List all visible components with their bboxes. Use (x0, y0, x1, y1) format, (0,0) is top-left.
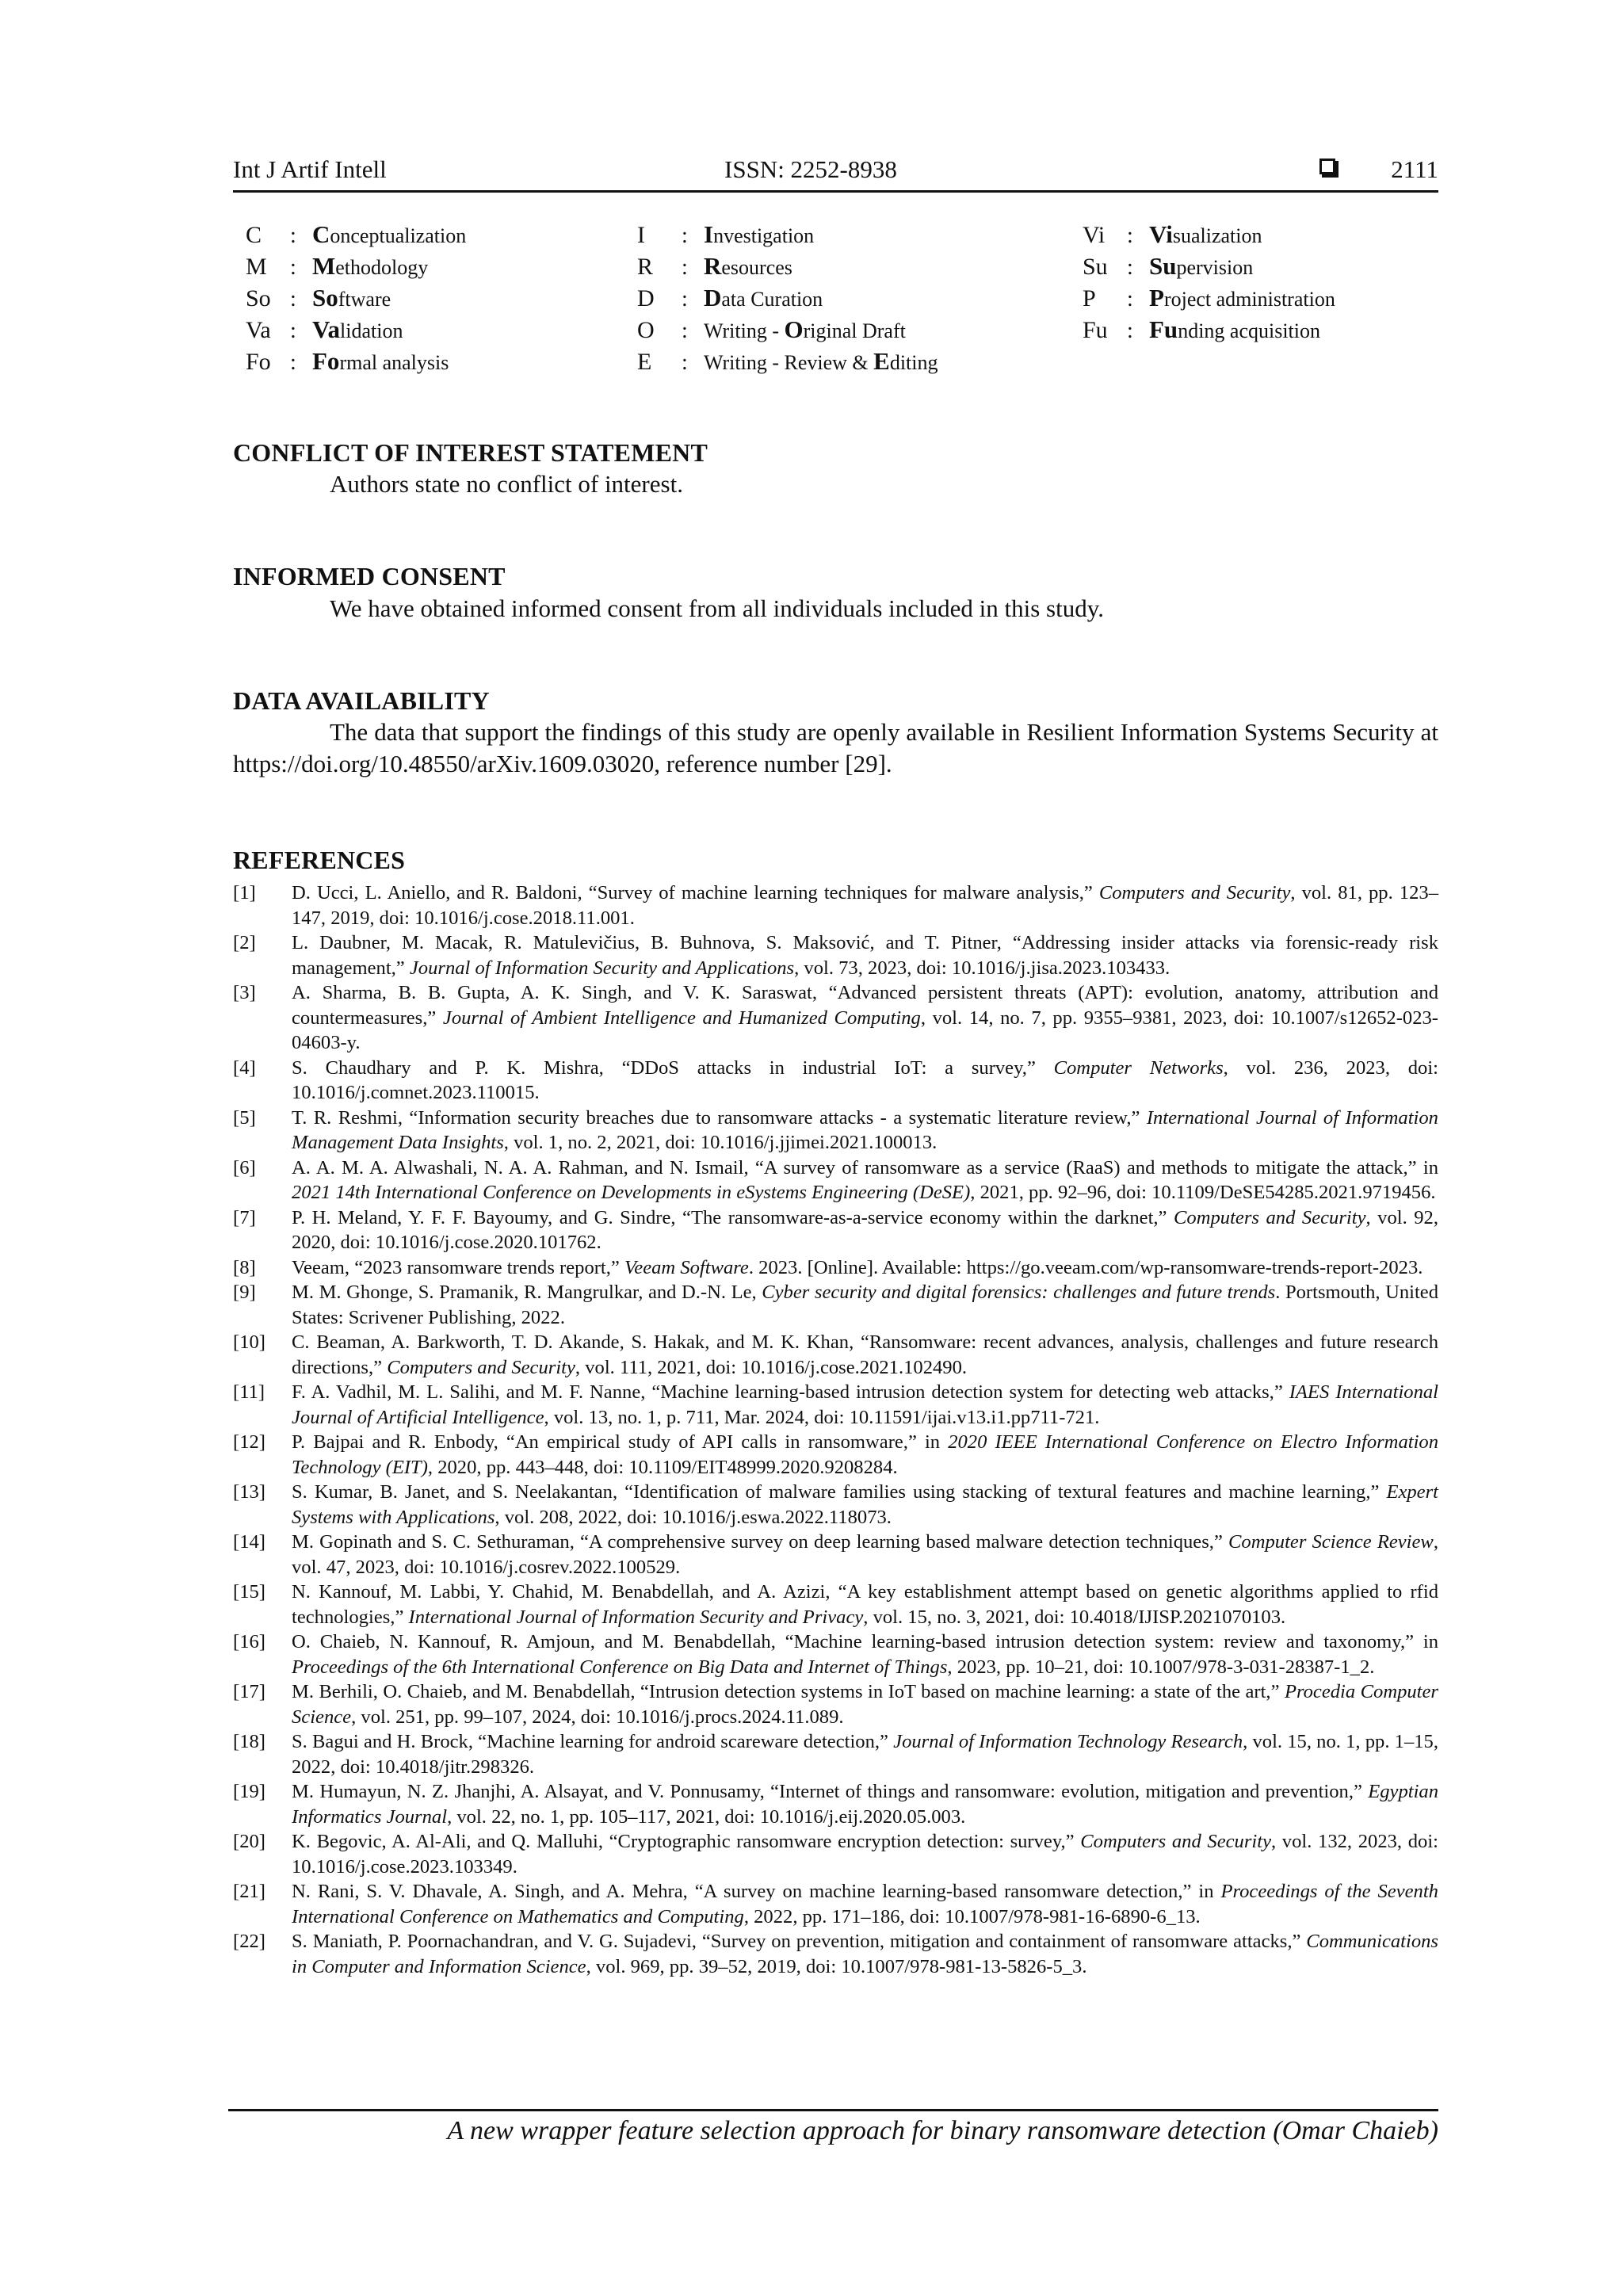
reference-venue: International Journal of Information Security and Privacy (408, 1606, 864, 1628)
reference-text (292, 1729, 1438, 1779)
issn: ISSN: 2252-8938 (724, 155, 897, 183)
reference-text (292, 1205, 1438, 1255)
role-entry (1083, 220, 1335, 252)
reference-text (292, 1280, 1438, 1330)
role-entry (246, 220, 466, 252)
reference-authors-title: N. Kannouf, M. Labbi, Y. Chahid, M. Benabdellah, and A. Azizi, “A key establishment attempt based on genetic algorithms applied to rfid technologies,” (292, 1581, 1438, 1628)
roles-column-3 (1083, 220, 1335, 347)
reference-authors-title: P. Bajpai and R. Enbody, “An empirical study of API calls in ransomware,” in (292, 1431, 949, 1453)
reference-venue: Computers and Security (1098, 882, 1291, 904)
reference-item (233, 1380, 1438, 1430)
reference-text (292, 1879, 1438, 1929)
role-abbreviation: M (246, 254, 267, 280)
reference-details: , vol. 92, 2020, doi: 10.1016/j.cose.2020.101762. (292, 1206, 1439, 1253)
reference-venue: Journal of Information Technology Research (893, 1731, 1243, 1752)
reference-number: [4] (233, 1056, 256, 1079)
checkbox-glyph-icon (1319, 159, 1335, 174)
reference-number: [3] (233, 982, 256, 1003)
reference-text (292, 1156, 1438, 1205)
reference-number: [12] (233, 1431, 265, 1453)
reference-details: , 2021, pp. 92–96, doi: 10.1109/DeSE54285.2021.9719456. (970, 1182, 1436, 1203)
journal-name: Int J Artif Intell (233, 155, 387, 183)
role-colon: : (1127, 255, 1133, 280)
reference-details: , vol. 47, 2023, doi: 10.1016/j.cosrev.2022.100529. (292, 1531, 1438, 1578)
role-name: nvestigation (713, 224, 815, 247)
reference-item (233, 1829, 1438, 1879)
role-colon: : (682, 255, 688, 280)
reference-text (292, 1929, 1438, 1979)
reference-details: , vol. 1, no. 2, 2021, doi: 10.1016/j.jjimei.2021.100013. (503, 1132, 938, 1153)
reference-number: [18] (233, 1731, 265, 1752)
consent-heading: INFORMED CONSENT (233, 562, 506, 590)
running-header (233, 155, 1438, 193)
references-list (233, 881, 1438, 1979)
reference-authors-title: P. H. Meland, Y. F. F. Bayoumy, and G. Sindre, “The ransomware-as-a-service economy within the darknet,” (292, 1206, 1174, 1228)
reference-text (292, 1829, 1438, 1879)
reference-item (233, 1156, 1438, 1205)
reference-number: [2] (233, 932, 256, 953)
reference-number: [5] (233, 1106, 256, 1129)
reference-details: , vol. 14, no. 7, pp. 9355–9381, 2023, doi: 10.1007/s12652-023-04603-y. (292, 1007, 1438, 1053)
reference-number: [16] (233, 1631, 265, 1652)
reference-details: , 2023, pp. 10–21, doi: 10.1007/978-3-031-28387-1_2. (947, 1656, 1375, 1678)
conflict-paragraph: Authors state no conflict of interest. (330, 470, 683, 498)
reference-item (233, 1280, 1438, 1330)
role-entry (246, 252, 466, 284)
role-initials: Vi (1149, 220, 1173, 248)
reference-venue: Computers and Security (1080, 1831, 1271, 1852)
role-colon: : (290, 223, 296, 248)
role-colon: : (682, 350, 688, 375)
reference-venue: Proceedings of the 6th International Conference on Big Data and Internet of Things (292, 1656, 948, 1678)
reference-number: [13] (233, 1481, 265, 1503)
reference-authors-title: L. Daubner, M. Macak, R. Matulevičius, B. Buhnova, S. Maksović, and T. Pitner, “Addressing insider attacks via forensic-ready risk management,” (292, 932, 1438, 979)
role-colon: : (1127, 223, 1133, 248)
reference-details: . 2023. [Online]. Available: https://go.veeam.com/wp-ransomware-trends-report-2023. (748, 1256, 1423, 1278)
reference-item (233, 1530, 1438, 1580)
reference-number: [15] (233, 1581, 265, 1603)
reference-item (233, 1480, 1438, 1530)
role-entry (637, 284, 938, 315)
reference-number: [17] (233, 1681, 265, 1702)
roles-column-2 (637, 220, 938, 379)
role-initials: R (704, 252, 722, 280)
reference-details: , 2022, pp. 171–186, doi: 10.1007/978-981-16-6890-6_13. (743, 1905, 1201, 1927)
reference-number: [14] (233, 1531, 265, 1553)
role-colon: : (290, 287, 296, 311)
reference-details: , vol. 22, no. 1, pp. 105–117, 2021, doi: 10.1016/j.eij.2020.05.003. (447, 1805, 966, 1828)
role-name: ata Curation (721, 288, 823, 311)
role-initials: Va (312, 315, 341, 343)
role-abbreviation: C (246, 222, 262, 248)
role-colon: : (290, 255, 296, 280)
role-initials: M (312, 252, 336, 280)
role-colon: : (1127, 319, 1133, 343)
reference-number: [20] (233, 1831, 265, 1852)
reference-authors-title: T. R. Reshmi, “Information security breaches due to ransomware attacks - a systematic literature review,” (292, 1106, 1147, 1129)
reference-venue: Computers and Security (387, 1356, 575, 1378)
role-abbreviation: So (246, 285, 271, 311)
reference-number: [11] (233, 1381, 265, 1403)
reference-text (292, 1380, 1438, 1430)
role-entry (246, 347, 466, 379)
role-colon: : (290, 350, 296, 375)
role-entry (637, 347, 938, 379)
reference-details: , vol. 969, pp. 39–52, 2019, doi: 10.1007/978-981-13-5826-5_3. (586, 1955, 1087, 1977)
role-initials: I (704, 220, 714, 248)
reference-item (233, 1330, 1438, 1380)
reference-details: , vol. 15, no. 1, pp. 1–15, 2022, doi: 10.4018/jitr.298326. (292, 1731, 1438, 1778)
reference-number: [10] (233, 1331, 265, 1353)
reference-details: , vol. 73, 2023, doi: 10.1016/j.jisa.2023.103433. (794, 957, 1170, 979)
role-abbreviation: Fu (1083, 317, 1108, 343)
running-footer: A new wrapper feature selection approach for binary ransomware detection (Omar Chaieb) (447, 2116, 1438, 2145)
reference-item (233, 1205, 1438, 1255)
role-name: ftware (338, 288, 391, 311)
role-abbreviation: Vi (1083, 222, 1106, 248)
reference-number: [7] (233, 1206, 256, 1228)
references-heading: REFERENCES (233, 846, 406, 874)
reference-authors-title: M. M. Ghonge, S. Pramanik, R. Mangrulkar, and D.-N. Le, (292, 1282, 762, 1303)
footer-rule (228, 2109, 1438, 2111)
role-name: riginal Draft (803, 319, 906, 342)
reference-authors-title: C. Beaman, A. Barkworth, T. D. Akande, S. Hakak, and M. K. Khan, “Ransomware: recent advances, analysis, challenges and future research directions,” (292, 1331, 1438, 1378)
reference-text (292, 1779, 1438, 1829)
reference-text (292, 1530, 1438, 1580)
reference-venue: 2020 IEEE International Conference on Electro Information Technology (EIT) (292, 1431, 1438, 1478)
role-name: nding acquisition (1178, 319, 1321, 342)
reference-authors-title: S. Kumar, B. Janet, and S. Neelakantan, “Identification of malware families using stacking of textural features and machine learning,” (292, 1481, 1387, 1503)
role-entry (1083, 284, 1335, 315)
reference-item (233, 930, 1438, 980)
role-name: ethodology (335, 256, 429, 279)
role-abbreviation: E (637, 349, 652, 375)
reference-authors-title: S. Bagui and H. Brock, “Machine learning for android scareware detection,” (292, 1731, 894, 1752)
reference-authors-title: N. Rani, S. V. Dhavale, A. Singh, and A. Mehra, “A survey on machine learning-based ransomware detection,” in (292, 1881, 1221, 1902)
reference-number: [1] (233, 882, 256, 904)
role-colon: : (290, 319, 296, 343)
role-initials: C (312, 220, 330, 248)
role-name: roject administration (1163, 288, 1335, 311)
role-colon: : (682, 319, 688, 343)
role-initials: So (312, 284, 338, 311)
consent-paragraph: We have obtained informed consent from all individuals included in this study. (330, 594, 1104, 622)
role-initials: Fo (312, 347, 340, 375)
reference-authors-title: M. Humayun, N. Z. Jhanjhi, A. Alsayat, and V. Ponnusamy, “Internet of things and ransomware: evolution, mitigation and prevention,” (292, 1781, 1369, 1802)
reference-number: [8] (233, 1256, 256, 1278)
reference-item (233, 1580, 1438, 1629)
reference-text (292, 1430, 1438, 1480)
availability-paragraph: The data that support the findings of this study are openly available in Resilient Information Systems Security at https://doi.org/10.48550/arXiv.1609.03020, reference number [29]. (233, 718, 1438, 777)
reference-authors-title: D. Ucci, L. Aniello, and R. Baldoni, “Survey of machine learning techniques for malware analysis,” (292, 882, 1099, 904)
role-initials: E (873, 347, 890, 375)
reference-item (233, 980, 1438, 1056)
role-colon: : (682, 287, 688, 311)
reference-authors-title: A. Sharma, B. B. Gupta, A. K. Singh, and V. K. Saraswat, “Advanced persistent threats (APT): evolution, anatomy, attribution and countermeasures,” (292, 982, 1438, 1029)
reference-details: , vol. 208, 2022, doi: 10.1016/j.eswa.2022.118073. (495, 1506, 892, 1528)
role-entry (246, 315, 466, 347)
role-initials: Su (1149, 252, 1177, 280)
reference-item (233, 1879, 1438, 1929)
reference-number: [22] (233, 1931, 265, 1952)
role-name: esources (721, 256, 792, 279)
reference-authors-title: O. Chaieb, N. Kannouf, R. Amjoun, and M. Benabdellah, “Machine learning-based intrusion detection system: review and taxonomy,” in (292, 1631, 1438, 1652)
reference-authors-title: M. Berhili, O. Chaieb, and M. Benabdellah, “Intrusion detection systems in IoT based on machine learning: a state of the art,” (292, 1681, 1285, 1702)
reference-venue: Procedia Computer Science (292, 1681, 1438, 1728)
reference-venue: Computer Networks (1053, 1056, 1224, 1079)
role-entry (637, 315, 938, 347)
reference-authors-title: S. Chaudhary and P. K. Mishra, “DDoS attacks in industrial IoT: a survey,” (292, 1056, 1054, 1079)
reference-number: [6] (233, 1156, 256, 1179)
reference-venue: Cyber security and digital forensics: challenges and future trends (762, 1282, 1276, 1303)
reference-details: , 2020, pp. 443–448, doi: 10.1109/EIT48999.2020.9208284. (427, 1456, 898, 1478)
reference-item (233, 1255, 1438, 1281)
reference-details: , vol. 15, no. 3, 2021, doi: 10.4018/IJISP.2021070103. (863, 1606, 1286, 1628)
availability-heading: DATA AVAILABILITY (233, 686, 490, 715)
reference-item (233, 1430, 1438, 1480)
role-colon: : (1127, 287, 1133, 311)
role-abbreviation: R (637, 254, 654, 280)
roles-column-1 (246, 220, 466, 379)
role-prefix: Writing - (704, 319, 785, 342)
role-initials: P (1149, 284, 1164, 311)
reference-venue: International Journal of Information Management Data Insights (292, 1106, 1438, 1153)
role-name: onceptualization (330, 224, 467, 247)
reference-details: , vol. 236, 2023, doi: 10.1016/j.comnet.2023.110015. (292, 1056, 1439, 1103)
reference-item (233, 1929, 1438, 1979)
reference-item (233, 1779, 1438, 1829)
consent-text (233, 593, 1438, 625)
role-abbreviation: I (637, 222, 645, 248)
reference-text (292, 881, 1438, 930)
reference-venue: 2021 14th International Conference on Developments in eSystems Engineering (DeSE) (292, 1182, 971, 1203)
role-entry (1083, 252, 1335, 284)
page-number: 2111 (1391, 155, 1438, 183)
reference-venue: Egyptian Informatics Journal (292, 1781, 1438, 1828)
role-name: sualization (1172, 224, 1262, 247)
reference-item (233, 1679, 1438, 1729)
reference-text (292, 1330, 1438, 1380)
reference-text (292, 930, 1438, 980)
reference-authors-title: K. Begovic, A. Al-Ali, and Q. Malluhi, “Cryptographic ransomware encryption detection: survey,” (292, 1831, 1081, 1852)
reference-details: . Portsmouth, United States: Scrivener Publishing, 2022. (292, 1282, 1439, 1328)
reference-text (292, 1480, 1438, 1530)
reference-number: [21] (233, 1881, 265, 1902)
reference-authors-title: Veeam, “2023 ransomware trends report,” (292, 1256, 624, 1278)
reference-venue: Computers and Security (1174, 1206, 1366, 1228)
role-entry (637, 220, 938, 252)
reference-authors-title: F. A. Vadhil, M. L. Salihi, and M. F. Nanne, “Machine learning-based intrusion detection system for detecting web attacks,” (292, 1381, 1289, 1403)
reference-details: , vol. 111, 2021, doi: 10.1016/j.cose.2021.102490. (575, 1356, 968, 1378)
reference-authors-title: M. Gopinath and S. C. Sethuraman, “A comprehensive survey on deep learning based malware detection techniques,” (292, 1531, 1229, 1553)
reference-details: , vol. 132, 2023, doi: 10.1016/j.cose.2023.103349. (292, 1831, 1438, 1878)
reference-number: [19] (233, 1781, 265, 1802)
reference-details: , vol. 13, no. 1, p. 711, Mar. 2024, doi: 10.11591/ijai.v13.i1.pp711-721. (544, 1406, 1100, 1428)
role-entry (246, 284, 466, 315)
reference-details: , vol. 81, pp. 123–147, 2019, doi: 10.1016/j.cose.2018.11.001. (292, 882, 1438, 929)
role-initials: D (704, 284, 722, 311)
reference-item (233, 1106, 1438, 1156)
reference-authors-title: S. Maniath, P. Poornachandran, and V. G. Sujadevi, “Survey on prevention, mitigation and containment of ransomware attacks,” (292, 1931, 1307, 1952)
reference-item (233, 1729, 1438, 1779)
role-name: diting (889, 351, 938, 374)
reference-text (292, 1106, 1438, 1156)
role-abbreviation: O (637, 317, 655, 343)
reference-venue: Communications in Computer and Information Science (292, 1931, 1438, 1977)
role-abbreviation: D (637, 285, 655, 311)
reference-number: [9] (233, 1282, 256, 1303)
role-initials: Fu (1149, 315, 1178, 343)
role-abbreviation: Fo (246, 349, 271, 375)
reference-venue: Computer Science Review (1228, 1531, 1434, 1553)
role-name: lidation (340, 319, 403, 342)
role-colon: : (682, 223, 688, 248)
reference-text (292, 1580, 1438, 1629)
conflict-text (233, 468, 1438, 500)
reference-text (292, 980, 1438, 1056)
role-entry (1083, 315, 1335, 347)
role-entry (637, 252, 938, 284)
reference-text (292, 1056, 1438, 1106)
reference-text (292, 1255, 1438, 1281)
role-name: pervision (1176, 256, 1254, 279)
reference-venue: Expert Systems with Applications (292, 1481, 1438, 1528)
conflict-heading: CONFLICT OF INTEREST STATEMENT (233, 438, 708, 467)
reference-venue: Veeam Software (624, 1256, 749, 1278)
role-abbreviation: Va (246, 317, 271, 343)
reference-text (292, 1679, 1438, 1729)
reference-text (292, 1629, 1438, 1679)
role-name: rmal analysis (339, 351, 449, 374)
reference-venue: Proceedings of the Seventh International Conference on Mathematics and Computing (292, 1881, 1438, 1927)
reference-venue: IAES International Journal of Artificial Intelligence (292, 1381, 1438, 1428)
reference-venue: Journal of Ambient Intelligence and Humanized Computing (442, 1007, 921, 1029)
reference-authors-title: A. A. M. A. Alwashali, N. A. A. Rahman, and N. Ismail, “A survey of ransomware as a service (RaaS) and methods to mitigate the attack,” in (292, 1156, 1438, 1179)
role-abbreviation: Su (1083, 254, 1108, 280)
role-prefix: Writing - Review & (704, 351, 874, 374)
reference-item (233, 881, 1438, 930)
reference-item (233, 1056, 1438, 1106)
reference-details: , vol. 251, pp. 99–107, 2024, doi: 10.1016/j.procs.2024.11.089. (351, 1706, 844, 1728)
reference-venue: Journal of Information Security and Applications (409, 957, 795, 979)
role-initials: O (784, 315, 804, 343)
role-abbreviation: P (1083, 285, 1096, 311)
reference-item (233, 1629, 1438, 1679)
